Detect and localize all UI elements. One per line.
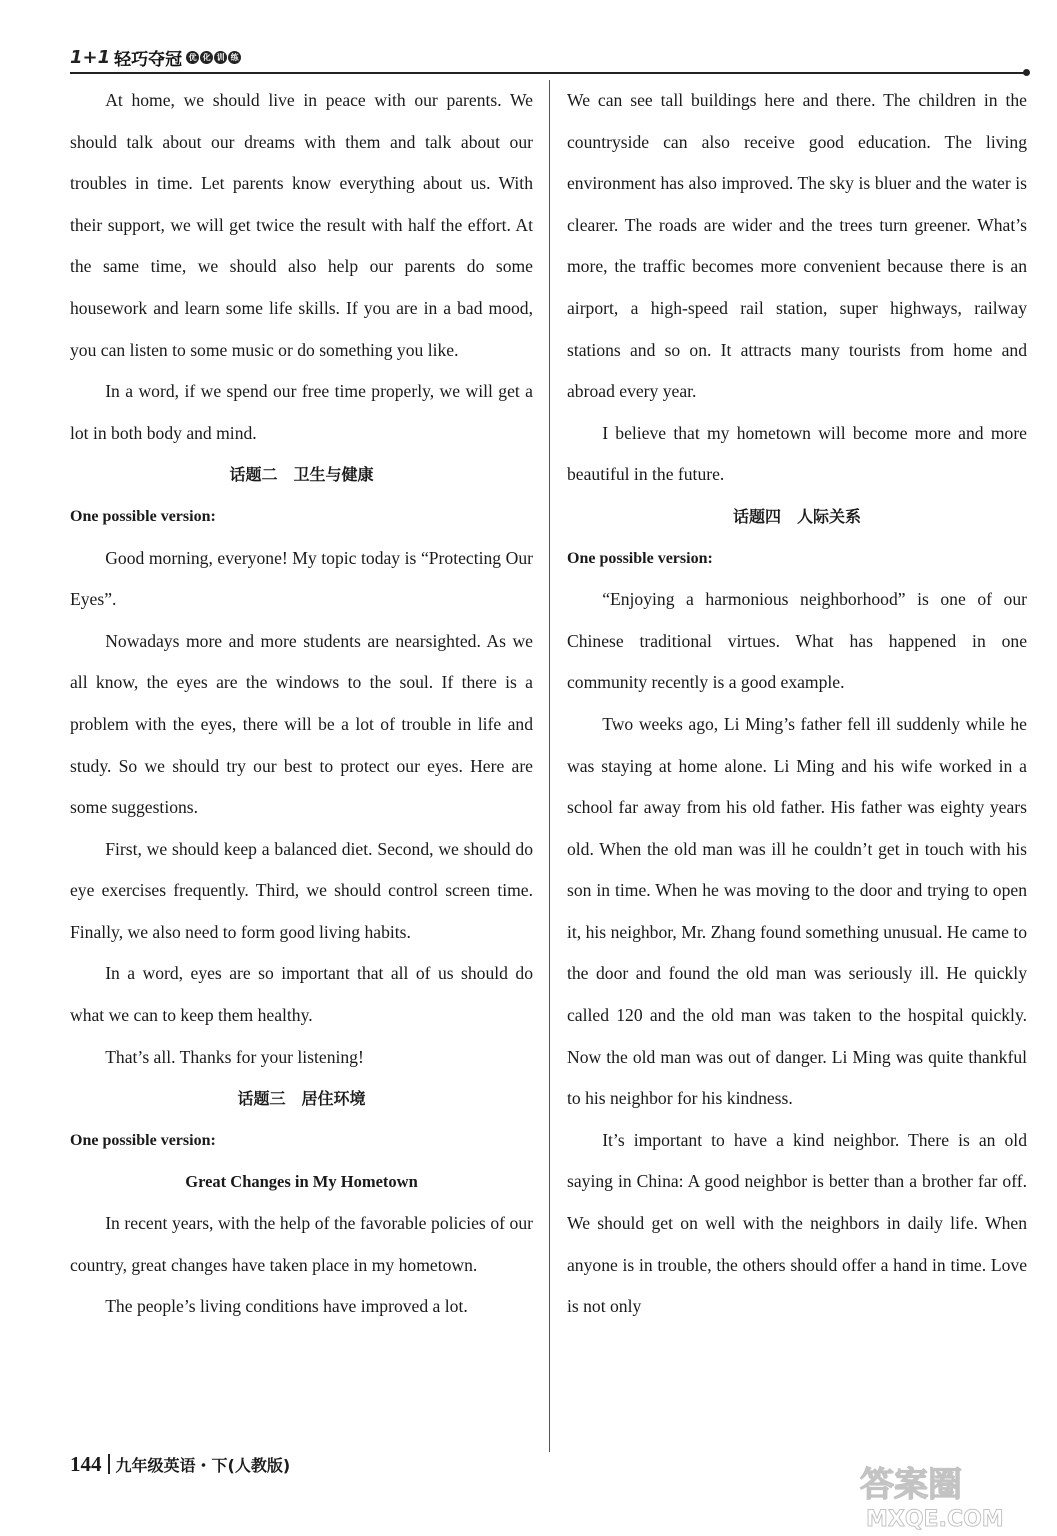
footer-separator [108,1454,110,1474]
right-paragraph: We can see tall buildings here and there. The children in the countryside can also receive good education. The living environment has also improved. The sky is bluer and the water is clearer. The roads are wider and the trees turn greener. What’s more, the traffic becomes more convenient because there is an airport, a high-speed rail station, super highways, railway stations and so on. It attracts many tourists from home and abroad every year. [567,90,1027,402]
left-paragraph: In a word, eyes are so important that all of us should do what we can to keep them healthy. [70,963,533,1026]
left-paragraph: That’s all. Thanks for your listening! [105,1046,364,1067]
page-number: 144 [70,1451,102,1476]
version-label: One possible version: [567,549,713,567]
topic-heading: 话题四 人际关系 [732,506,861,526]
column-divider [549,80,550,1452]
version-label: One possible version: [70,507,216,525]
logo-mark: 1+1 [70,46,111,68]
right-paragraph: It’s important to have a kind neighbor. There is an old saying in China: A good neighbor is better than a brother far off. We should get on well with the neighbors in daily life. When anyone is in trouble, the others should offer a hand in time. Love is not only [567,1129,1027,1317]
left-paragraph: In a word, if we spend our free time properly, we will get a lot in both body and mind. [70,381,533,443]
left-paragraph: The people’s living conditions have improved a lot. [105,1296,468,1317]
logo-badge: 训 [214,51,227,64]
right-paragraph: Two weeks ago, Li Ming’s father fell ill suddenly while he was staying at home alone. Li Ming and his wife worked in a school far away from his old father. His father was eighty years old. When the old man was ill he couldn’t get in touch with his son in time. When he was moving to the door and trying to open it, his neighbor, Mr. Zhang found something unusual. He came to the door and found the old man was seriously ill. He quickly called 120 and the old man was taken to the hospital quickly. Now the old man was out of danger. Li Ming was quite thankful to his neighbor for his kindness. [567,713,1027,1109]
left-paragraph: First, we should keep a balanced diet. Second, we should do eye exercises frequently. Third, we should control screen time. Finally, we also need to form good living habits. [70,838,533,942]
left-column [70,80,533,1328]
watermark-text: 答案圈 [860,1465,962,1505]
logo-badge: 练 [228,51,241,64]
logo-text: 轻巧夺冠 [114,49,183,70]
topic-heading: 话题三 居住环境 [237,1089,366,1109]
logo-badge: 化 [200,51,213,64]
left-paragraph: Nowadays more and more students are nearsighted. As we all know, the eyes are the windows to the soul. If there is a problem with the eyes, there will be a lot of trouble in life and study. So we should try our best to protect our eyes. Here are some suggestions. [70,630,533,818]
right-paragraph: I believe that my hometown will become more and more beautiful in the future. [567,422,1027,485]
logo-badges [186,51,242,64]
header-rule-dot [1023,69,1030,76]
left-paragraph: Good morning, everyone! My topic today is “Protecting Our Eyes”. [70,547,533,610]
right-column [567,80,1027,1328]
page-footer [70,1450,290,1478]
brand-logo [70,44,242,70]
left-paragraph: At home, we should live in peace with our parents. We should talk about our dreams with them and talk about our troubles in time. Let parents know everything about us. With their support, we will get twice the result with half the effort. At the same time, we should also help our parents do some housework and learn some life skills. If you are in a bad mood, you can listen to some music or do something you like. [70,90,533,360]
right-paragraph: “Enjoying a harmonious neighborhood” is one of our Chinese traditional virtues. What has happened in one community recently is a good example. [567,589,1027,693]
book-title: 九年级英语・下(人教版) [115,1455,291,1475]
watermark-logo [852,1456,1032,1532]
version-label: One possible version: [70,1131,216,1149]
header-rule [70,72,1025,74]
essay-title: Great Changes in My Hometown [185,1172,418,1192]
watermark-url: MXQE.COM [866,1507,1004,1532]
logo-badge: 优 [186,51,199,64]
page-header [70,44,1028,72]
left-paragraph: In recent years, with the help of the favorable policies of our country, great changes have taken place in my hometown. [70,1213,533,1275]
topic-heading: 话题二 卫生与健康 [229,465,374,485]
